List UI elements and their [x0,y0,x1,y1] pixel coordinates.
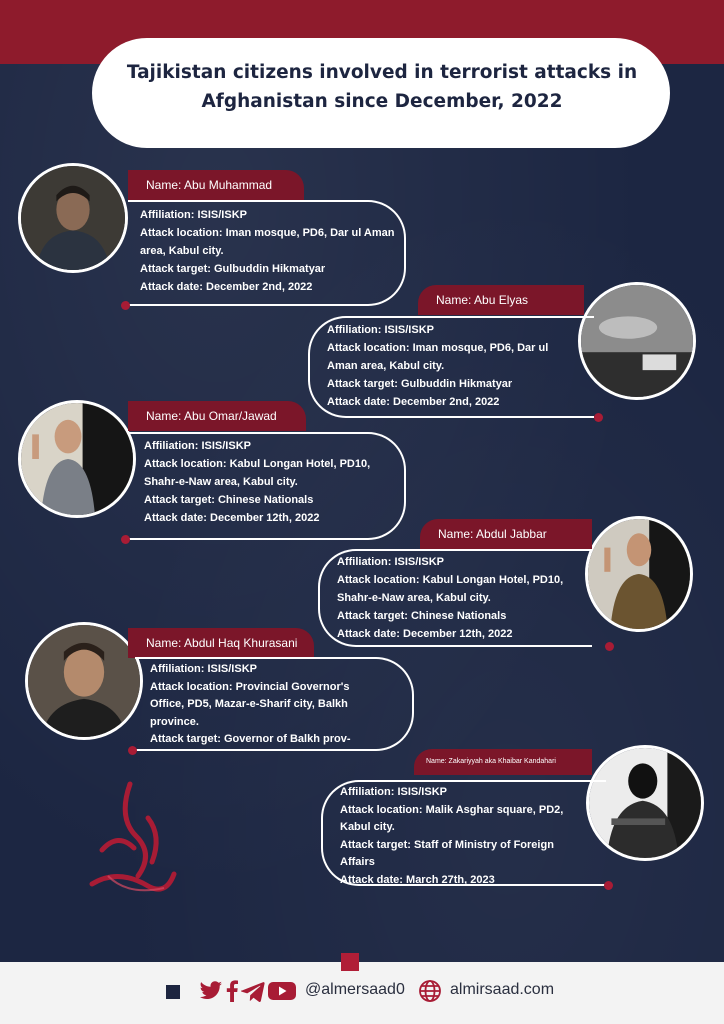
portrait-photo-3 [18,400,136,518]
name-tab-5: Name: Abdul Haq Khurasani [128,628,314,658]
target-row: Attack target: Chinese Nationals [144,494,314,506]
affiliation-row: Affiliation: ISIS/ISKP [327,324,434,336]
target-row: Attack target: Staff of Ministry of Foreign Affairs [340,838,554,868]
date-row: Attack date: December 12th, 2022 [337,628,513,640]
name-tab-2: Name: Abu Elyas [418,285,584,315]
telegram-icon[interactable] [241,980,265,1002]
connector-dot-1 [121,301,130,310]
info-text-5 [150,661,372,749]
info-text-6 [340,784,578,889]
target-row: Attack target: Gulbuddin Hikmatyar [327,378,513,390]
name-tab-1: Name: Abu Muhammad [128,170,304,200]
calligraphy-logo [78,778,182,904]
connector-dot-4 [605,642,614,651]
portrait-photo-4 [585,516,693,632]
location-row: Attack location: Kabul Longan Hotel, PD10, Shahr-e-Naw area, Kabul city. [144,458,371,488]
page-title: Tajikistan citizens involved in terrorist attacks in Afghanistan since December, 2022 [126,62,638,112]
date-row: Attack date: December 12th, 2022 [144,512,320,524]
globe-icon [418,979,442,1003]
affiliation-row: Affiliation: ISIS/ISKP [150,663,257,675]
info-text-1 [140,206,402,296]
connector-dot-3 [121,535,130,544]
name-tab-4: Name: Abdul Jabbar [420,519,592,549]
date-row: Attack date: March 27th, 2023 [340,873,495,886]
name-tab-3: Name: Abu Omar/Jawad [128,401,306,431]
affiliation-row: Affiliation: ISIS/ISKP [144,440,251,452]
info-text-4 [337,553,587,643]
location-row: Attack location: Provincial Governor's Office, PD5, Mazar-e-Sharif city, Balkh province. [150,680,350,728]
info-text-2 [327,321,575,411]
affiliation-row: Affiliation: ISIS/ISKP [140,209,247,221]
facebook-icon[interactable] [226,980,238,1002]
connector-dot-6 [604,881,613,890]
location-row: Attack location: Iman mosque, PD6, Dar ul Aman area, Kabul city. [140,227,395,257]
website-link[interactable]: almirsaad.com [450,981,555,998]
footer-accent-square [341,953,359,971]
social-handle[interactable]: @almersaad0 [305,981,405,998]
youtube-icon[interactable] [268,980,296,1002]
footer-bullet-square [166,985,180,999]
location-row: Attack location: Kabul Longan Hotel, PD10, Shahr-e-Naw area, Kabul city. [337,574,564,604]
target-row: Attack target: Governor of Balkh prov- [150,733,351,745]
connector-dot-5 [128,746,137,755]
target-row: Attack target: Chinese Nationals [337,610,507,622]
affiliation-row: Affiliation: ISIS/ISKP [337,556,444,568]
location-row: Attack location: Iman mosque, PD6, Dar ul Aman area, Kabul city. [327,342,549,372]
connector-dot-2 [594,413,603,422]
portrait-photo-2 [578,282,696,400]
twitter-icon[interactable] [199,980,223,1002]
info-text-3 [144,437,396,527]
affiliation-row: Affiliation: ISIS/ISKP [340,786,447,798]
target-row: Attack target: Gulbuddin Hikmatyar [140,263,326,275]
location-row: Attack location: Malik Asghar square, PD2, Kabul city. [340,803,564,833]
name-tab-6: Name: Zakariyyah aka Khaibar Kandahari [414,749,592,775]
date-row: Attack date: December 2nd, 2022 [140,281,313,293]
portrait-photo-1 [18,163,128,273]
portrait-photo-5 [25,622,143,740]
date-row: Attack date: December 2nd, 2022 [327,396,500,408]
